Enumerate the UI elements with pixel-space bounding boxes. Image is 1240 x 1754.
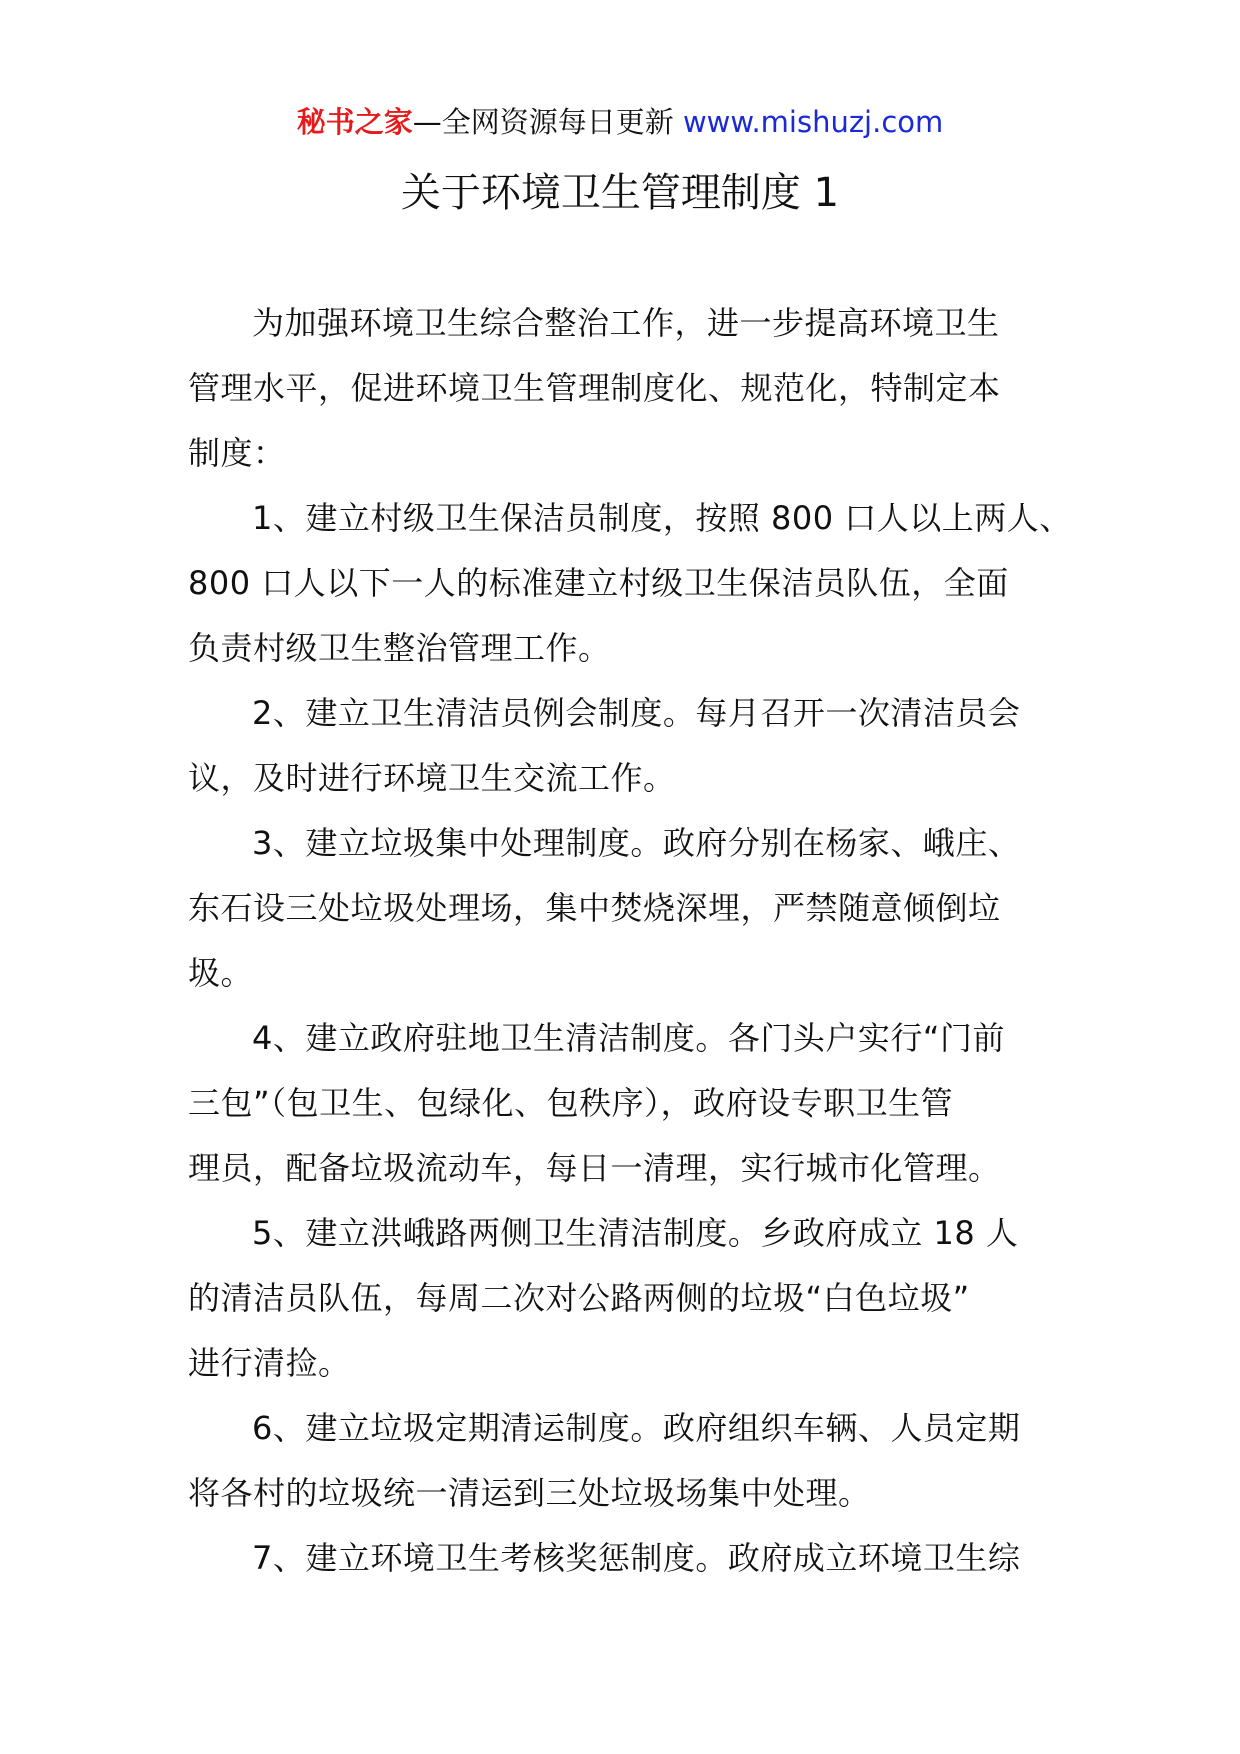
document-body xyxy=(188,291,1072,1591)
paragraph-line: 的清洁员队伍，每周二次对公路两侧的垃圾“白色垃圾” xyxy=(188,1279,970,1317)
site-header xyxy=(0,100,1240,144)
paragraph-line: 东石设三处垃圾处理场，集中焚烧深埋，严禁随意倾倒垃 xyxy=(188,889,1001,927)
paragraph-line: 议，及时进行环境卫生交流工作。 xyxy=(188,759,676,797)
paragraph-line: 6、建立垃圾定期清运制度。政府组织车辆、人员定期 xyxy=(252,1409,1021,1447)
paragraph-line: 为加强环境卫生综合整治工作，进一步提高环境卫生 xyxy=(252,304,1000,342)
paragraph-line: 2、建立卫生清洁员例会制度。每月召开一次清洁员会 xyxy=(252,694,1021,732)
paragraph-line: 负责村级卫生整治管理工作。 xyxy=(188,629,611,667)
paragraph-line: 1、建立村级卫生保洁员制度，按照 800 口人以上两人、 xyxy=(252,499,1072,537)
paragraph-line: 圾。 xyxy=(188,954,254,992)
document-title: 关于环境卫生管理制度 1 xyxy=(400,170,840,216)
paragraph-line: 5、建立洪峨路两侧卫生清洁制度。乡政府成立 18 人 xyxy=(252,1214,1019,1252)
paragraph-item-5 xyxy=(188,1201,1068,1396)
paragraph-line: 三包”（包卫生、包绿化、包秩序），政府设专职卫生管 xyxy=(188,1084,954,1122)
paragraph-line: 理员，配备垃圾流动车，每日一清理，实行城市化管理。 xyxy=(188,1149,1001,1187)
header-tagline: —全网资源每日更新 xyxy=(412,105,683,139)
paragraph-item-1 xyxy=(188,486,1072,681)
paragraph-item-2 xyxy=(188,681,1068,811)
paragraph-line: 制度： xyxy=(188,434,286,472)
paragraph-line: 管理水平，促进环境卫生管理制度化、规范化，特制定本 xyxy=(188,369,1001,407)
paragraph-item-3 xyxy=(188,811,1068,1006)
paragraph-line: 4、建立政府驻地卫生清洁制度。各门头户实行“门前 xyxy=(252,1019,1005,1057)
site-url-link[interactable]: www.mishuzj.com xyxy=(682,105,944,139)
brand-name: 秘书之家 xyxy=(296,105,413,139)
paragraph-item-7 xyxy=(188,1526,1068,1591)
paragraph-line: 将各村的垃圾统一清运到三处垃圾场集中处理。 xyxy=(188,1474,871,1512)
paragraph-line: 800 口人以下一人的标准建立村级卫生保洁员队伍，全面 xyxy=(188,564,1009,602)
paragraph-line: 7、建立环境卫生考核奖惩制度。政府成立环境卫生综 xyxy=(252,1539,1021,1577)
paragraph-intro xyxy=(188,291,1068,486)
paragraph-item-6 xyxy=(188,1396,1068,1526)
paragraph-item-4 xyxy=(188,1006,1068,1201)
paragraph-line: 进行清捡。 xyxy=(188,1344,351,1382)
paragraph-line: 3、建立垃圾集中处理制度。政府分别在杨家、峨庄、 xyxy=(252,824,1021,862)
